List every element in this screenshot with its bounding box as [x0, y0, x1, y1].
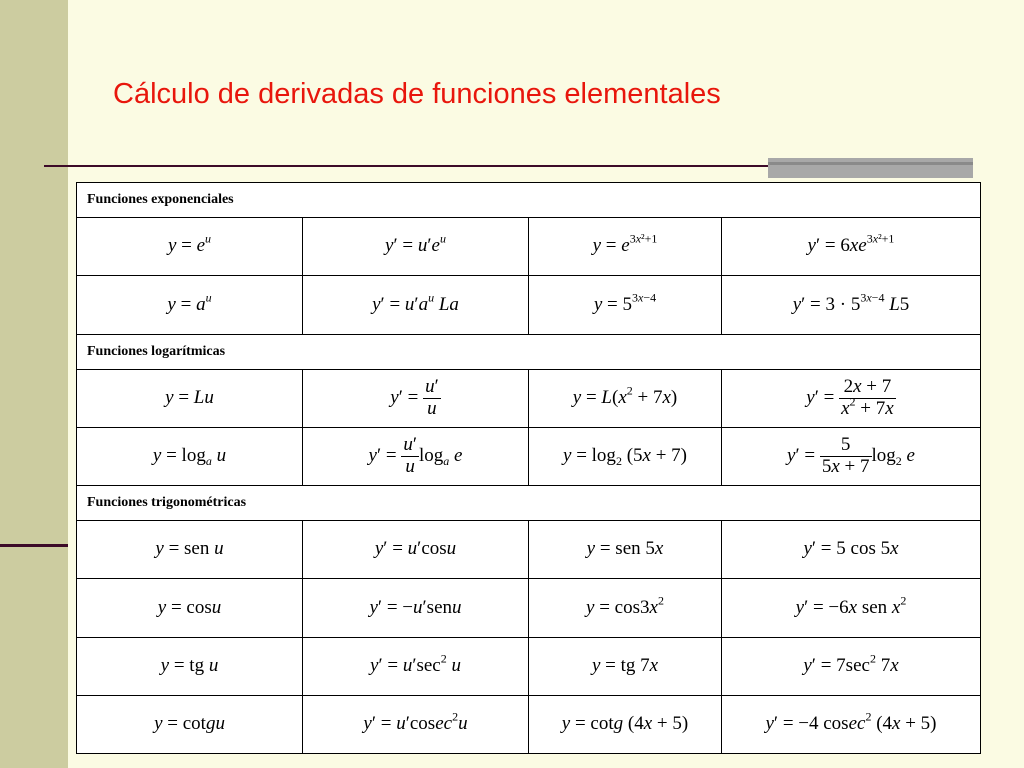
formula-cell: [529, 579, 722, 637]
section-trigonometric: [77, 486, 981, 521]
formula-cell: [303, 369, 529, 427]
section-exponential: [77, 183, 981, 218]
formula-cell: [722, 579, 981, 637]
formula: $y = e^u$: [163, 233, 216, 260]
formula: y′ = −u′senu: [364, 595, 466, 622]
formula-cell: [303, 521, 529, 579]
formula-cell: [303, 276, 529, 334]
formula: y = cosu: [153, 595, 226, 622]
formula-cell: [722, 369, 981, 427]
table-row: [77, 369, 981, 427]
formula: y = sen 5x: [582, 536, 669, 563]
formula: $y' = u'\sec^2$ u: [365, 653, 466, 680]
section-logarithmic: [77, 334, 981, 369]
formula: $y' = 7\sec^2$ 7x: [798, 653, 903, 680]
formula: $y = e^{3x^2+1}$: [588, 233, 663, 260]
formula-cell: [303, 427, 529, 485]
formula: y′ = $\frac{2x + 7}{x^2 + 7x}$: [801, 375, 900, 422]
formula-cell: [77, 695, 303, 753]
formula: $y' = u'a^u$ La: [367, 292, 464, 319]
formula: y′ = $\frac{5}{5x + 7}$ $\log_2 e$: [782, 433, 920, 480]
side-band: [0, 0, 68, 768]
formula: y′ = 5 cos 5x: [798, 536, 903, 563]
formula-cell: [529, 369, 722, 427]
formula: $y = \log_a u$: [148, 443, 231, 470]
formula: y = tg u: [156, 653, 224, 680]
formula: $y' = 6xe^{3x^2+1}$: [803, 233, 900, 260]
formula-cell: [77, 218, 303, 276]
formula: y = sen u: [150, 536, 228, 563]
table-row: [77, 427, 981, 485]
derivatives-table: [76, 182, 981, 754]
formula: y = cotg (4x + 5): [557, 711, 693, 738]
formula-cell: [77, 637, 303, 695]
title-accent-bar: [768, 158, 973, 178]
table-row: [77, 579, 981, 637]
formula: y = Lu: [160, 385, 219, 412]
formula: y′ = u′cosec$^2$u: [358, 711, 472, 738]
formula-cell: [722, 521, 981, 579]
section-label: Funciones exponenciales: [77, 183, 981, 218]
formula-cell: [722, 695, 981, 753]
formula-cell: [303, 218, 529, 276]
table-row: [77, 521, 981, 579]
formula-cell: [529, 427, 722, 485]
formula: y′ = $\frac{u'}{u}$: [385, 375, 445, 422]
formula-cell: [303, 695, 529, 753]
formula-cell: [77, 276, 303, 334]
side-rule: [0, 544, 68, 547]
formula: $y' = 3 \cdot 5^{3x-4}$ L5: [788, 292, 915, 319]
formula: $y = \log_2 (5x + 7)$: [558, 443, 692, 470]
formula-cell: [529, 276, 722, 334]
formula: y = tg 7x: [587, 653, 663, 680]
formula: $y = 5^{3x-4}$: [589, 292, 661, 319]
formula-cell: [77, 521, 303, 579]
formula: y′ = −6x sen $x^2$: [791, 595, 912, 622]
formula-cell: [722, 276, 981, 334]
formula-cell: [77, 369, 303, 427]
formula-cell: [303, 637, 529, 695]
section-label: Funciones logarítmicas: [77, 334, 981, 369]
formula-cell: [529, 637, 722, 695]
formula: $y = \cos 3x^2$: [581, 595, 669, 622]
formula-cell: [722, 637, 981, 695]
formula: $y = L(x^2 + 7x)$: [568, 385, 682, 412]
formula: $y = a^u$: [162, 292, 216, 319]
formula: y′ = u′cosu: [370, 536, 461, 563]
table-row: [77, 276, 981, 334]
formula-cell: [722, 218, 981, 276]
formula: $y' = u'e^u$: [380, 233, 451, 260]
formula-cell: [529, 521, 722, 579]
formula-cell: [529, 695, 722, 753]
formula: y′ = −4 cosec$^2$ (4x + 5): [760, 711, 941, 738]
table-row: [77, 695, 981, 753]
page-title: Cálculo de derivadas de funciones elementales: [113, 78, 721, 110]
formula-cell: [303, 579, 529, 637]
formula-cell: [77, 427, 303, 485]
formula-cell: [77, 579, 303, 637]
section-label: Funciones trigonométricas: [77, 486, 981, 521]
table-row: [77, 637, 981, 695]
formula: y′ = $\frac{u'}{u}$ $\log_a e$: [364, 433, 468, 480]
formula: y = cotgu: [149, 711, 230, 738]
formula-cell: [722, 427, 981, 485]
table-row: [77, 218, 981, 276]
formula-cell: [529, 218, 722, 276]
